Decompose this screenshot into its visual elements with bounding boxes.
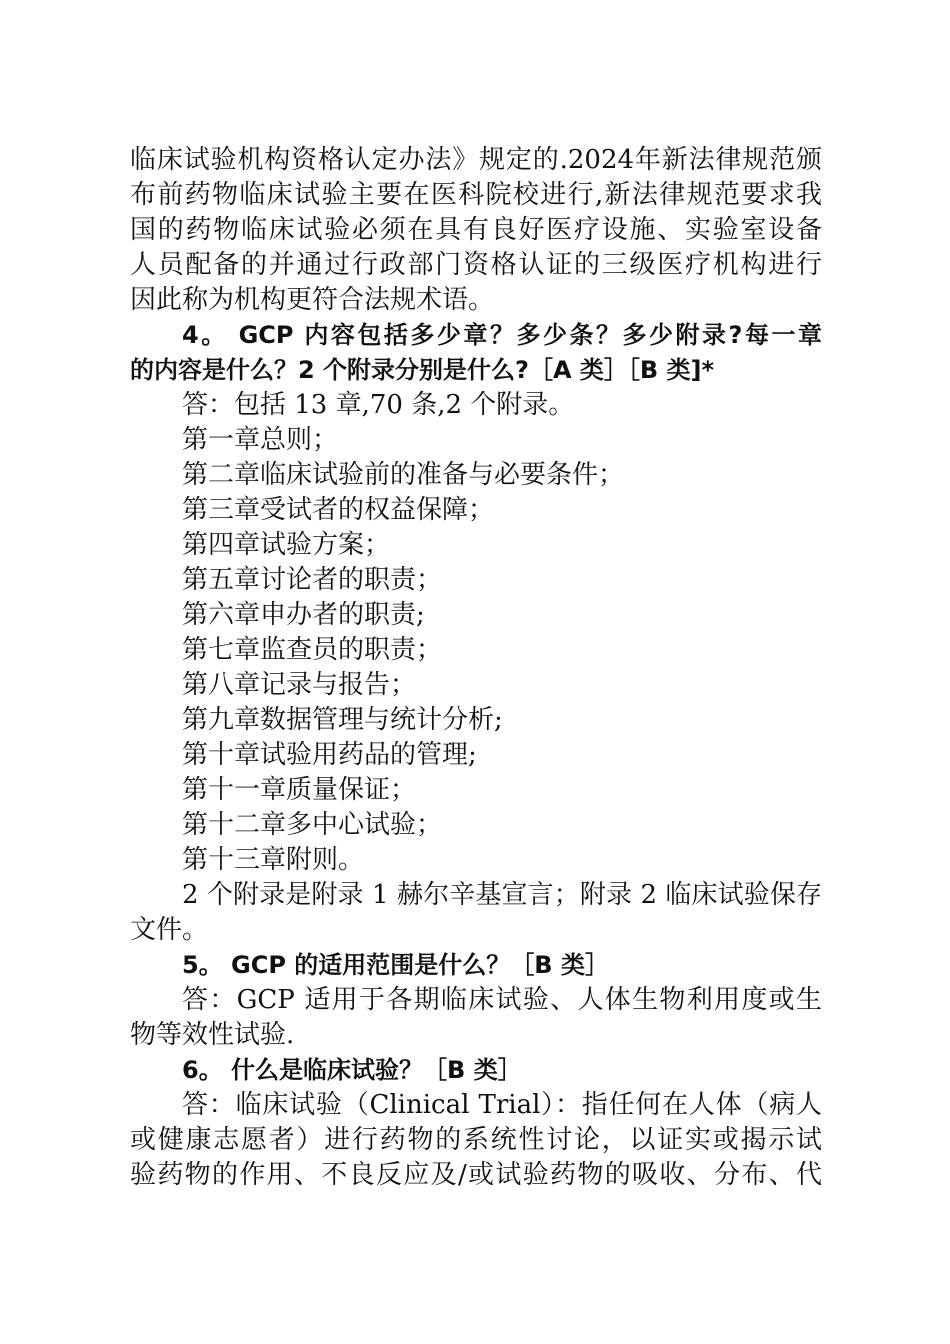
chapter-item: 第十三章附则。: [182, 845, 365, 875]
text-line: 国的药物临床试验必须在具有良好医疗设施、实验室设备: [130, 215, 822, 245]
text-line: 2 个附录是附录 1 赫尔辛基宣言；附录 2 临床试验保存: [182, 880, 822, 910]
text-line: 布前药物临床试验主要在医科院校进行,新法律规范要求我: [130, 180, 822, 210]
chapter-item: 第一章总则；: [182, 425, 339, 455]
chapter-item: 第十章试验用药品的管理;: [182, 740, 477, 770]
chapter-item: 第五章讨论者的职责；: [182, 565, 443, 595]
text-line: 人员配备的并通过行政部门资格认证的三级医疗机构进行: [130, 250, 822, 280]
chapter-item: 第二章临床试验前的准备与必要条件；: [182, 460, 625, 490]
text-line: 文件。: [130, 915, 209, 945]
text-line: 因此称为机构更符合法规术语。: [130, 285, 495, 315]
question-heading: 6。 什么是临床试验？［B 类］: [182, 1056, 522, 1084]
question-heading: 的内容是什么？2 个附录分别是什么?［A 类］［B 类]*: [130, 356, 715, 384]
text-line: 物等效性试验.: [130, 1020, 295, 1050]
text-line: 验药物的作用、不良反应及/或试验药物的吸收、分布、代: [130, 1160, 822, 1190]
chapter-item: 第六章申办者的职责;: [182, 600, 425, 630]
chapter-item: 第十二章多中心试验；: [182, 810, 443, 840]
chapter-item: 第四章试验方案；: [182, 530, 391, 560]
chapter-item: 第三章受试者的权益保障；: [182, 495, 495, 525]
question-heading: 5。 GCP 的适用范围是什么？［B 类］: [182, 951, 609, 979]
text-line: 临床试验机构资格认定办法》规定的.2024年新法律规范颁: [130, 145, 822, 175]
chapter-item: 第九章数据管理与统计分析;: [182, 705, 503, 735]
answer-text: 答：包括 13 章,70 条,2 个附录。: [182, 390, 575, 420]
answer-text: 答：GCP 适用于各期临床试验、人体生物利用度或生: [182, 985, 822, 1015]
chapter-item: 第七章监查员的职责；: [182, 635, 443, 665]
chapter-item: 第八章记录与报告；: [182, 670, 417, 700]
question-heading: 4。 GCP 内容包括多少章？多少条？多少附录?每一章: [182, 321, 822, 349]
text-line: 或健康志愿者）进行药物的系统性讨论，以证实或揭示试: [130, 1125, 822, 1155]
chapter-item: 第十一章质量保证；: [182, 775, 417, 805]
answer-text: 答：临床试验（Clinical Trial）：指任何在人体（病人: [182, 1090, 822, 1120]
document-body: [130, 143, 822, 1193]
